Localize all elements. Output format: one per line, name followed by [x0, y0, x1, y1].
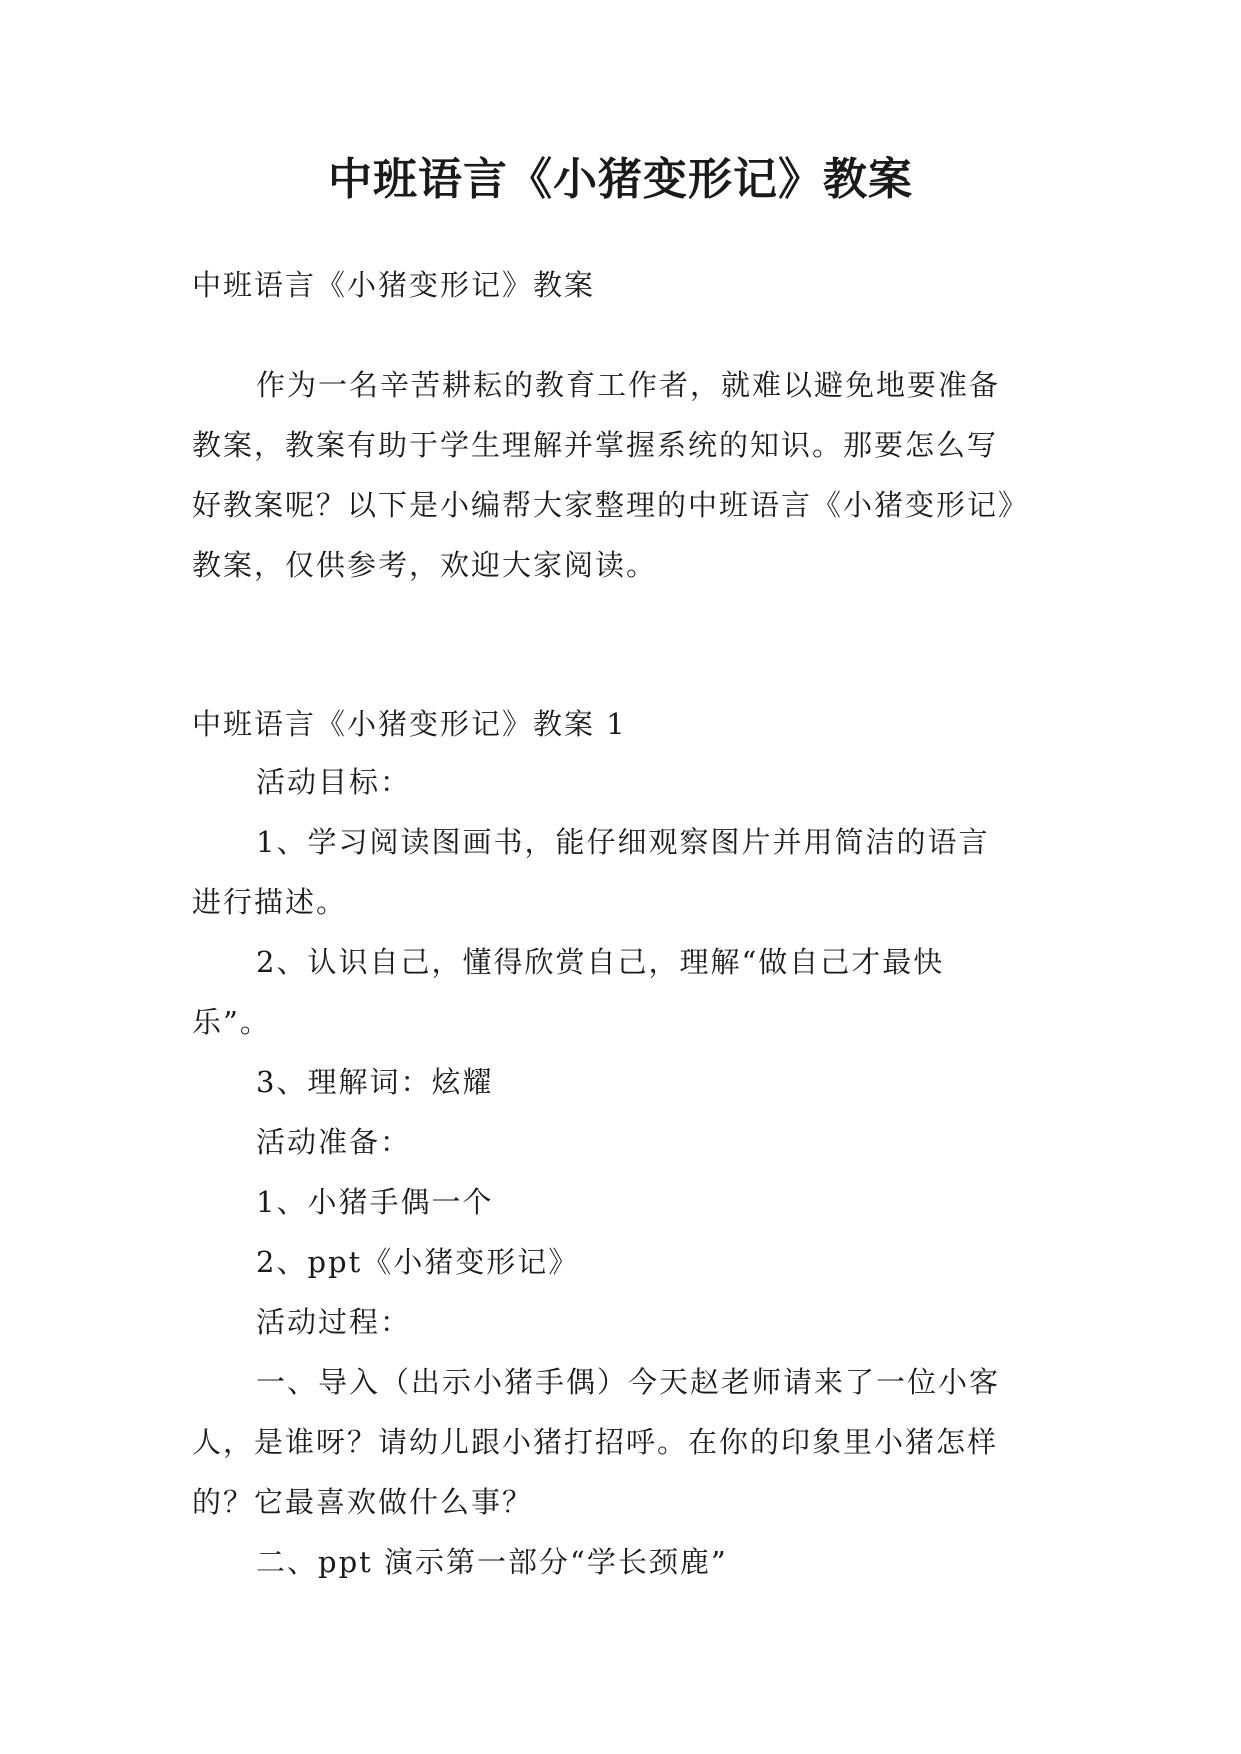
goal-1-line: 1、学习阅读图画书，能仔细观察图片并用简洁的语言 [256, 825, 990, 859]
document-title: 中班语言《小猪变形记》教案 [328, 154, 913, 205]
step-2: 二、ppt 演示第一部分“学长颈鹿” [256, 1545, 728, 1579]
step-1-line: 的？它最喜欢做什么事？ [192, 1485, 534, 1519]
goal-2-line: 2、认识自己，懂得欣赏自己，理解“做自己才最快 [256, 945, 945, 979]
process-block [192, 1292, 1054, 1352]
goal-3-block [192, 1052, 1054, 1112]
goals-heading: 活动目标： [256, 765, 412, 799]
goal-3: 3、理解词：炫耀 [256, 1065, 494, 1099]
step-1-line: 一、导入（出示小猪手偶）今天赵老师请来了一位小客 [256, 1365, 1001, 1399]
goal-2-line: 乐”。 [192, 1005, 271, 1039]
document-subtitle: 中班语言《小猪变形记》教案 [192, 268, 596, 302]
goal-1 [192, 812, 1054, 932]
intro-line: 教案，教案有助于学生理解并掌握系统的知识。那要怎么写 [192, 428, 999, 462]
step-2-block [192, 1532, 1054, 1592]
intro-line: 好教案呢？以下是小编帮大家整理的中班语言《小猪变形记》 [192, 488, 1030, 522]
prep-item-1: 1、小猪手偶一个 [256, 1185, 494, 1219]
goal-2 [192, 932, 1054, 1052]
process-heading: 活动过程： [256, 1305, 412, 1339]
intro-paragraph [192, 355, 1054, 595]
goals-heading-block [192, 752, 1054, 812]
goal-1-line: 进行描述。 [192, 885, 348, 919]
step-1 [192, 1352, 1054, 1532]
step-1-line: 人，是谁呀？请幼儿跟小猪打招呼。在你的印象里小猪怎样 [192, 1425, 999, 1459]
section-title: 中班语言《小猪变形记》教案 1 [192, 707, 627, 741]
prep-item-2: 2、ppt《小猪变形记》 [256, 1245, 580, 1279]
prep-block [192, 1112, 1054, 1292]
intro-line: 作为一名辛苦耕耘的教育工作者，就难以避免地要准备 [256, 368, 1001, 402]
prep-heading: 活动准备： [256, 1125, 412, 1159]
intro-line: 教案，仅供参考，欢迎大家阅读。 [192, 548, 658, 582]
